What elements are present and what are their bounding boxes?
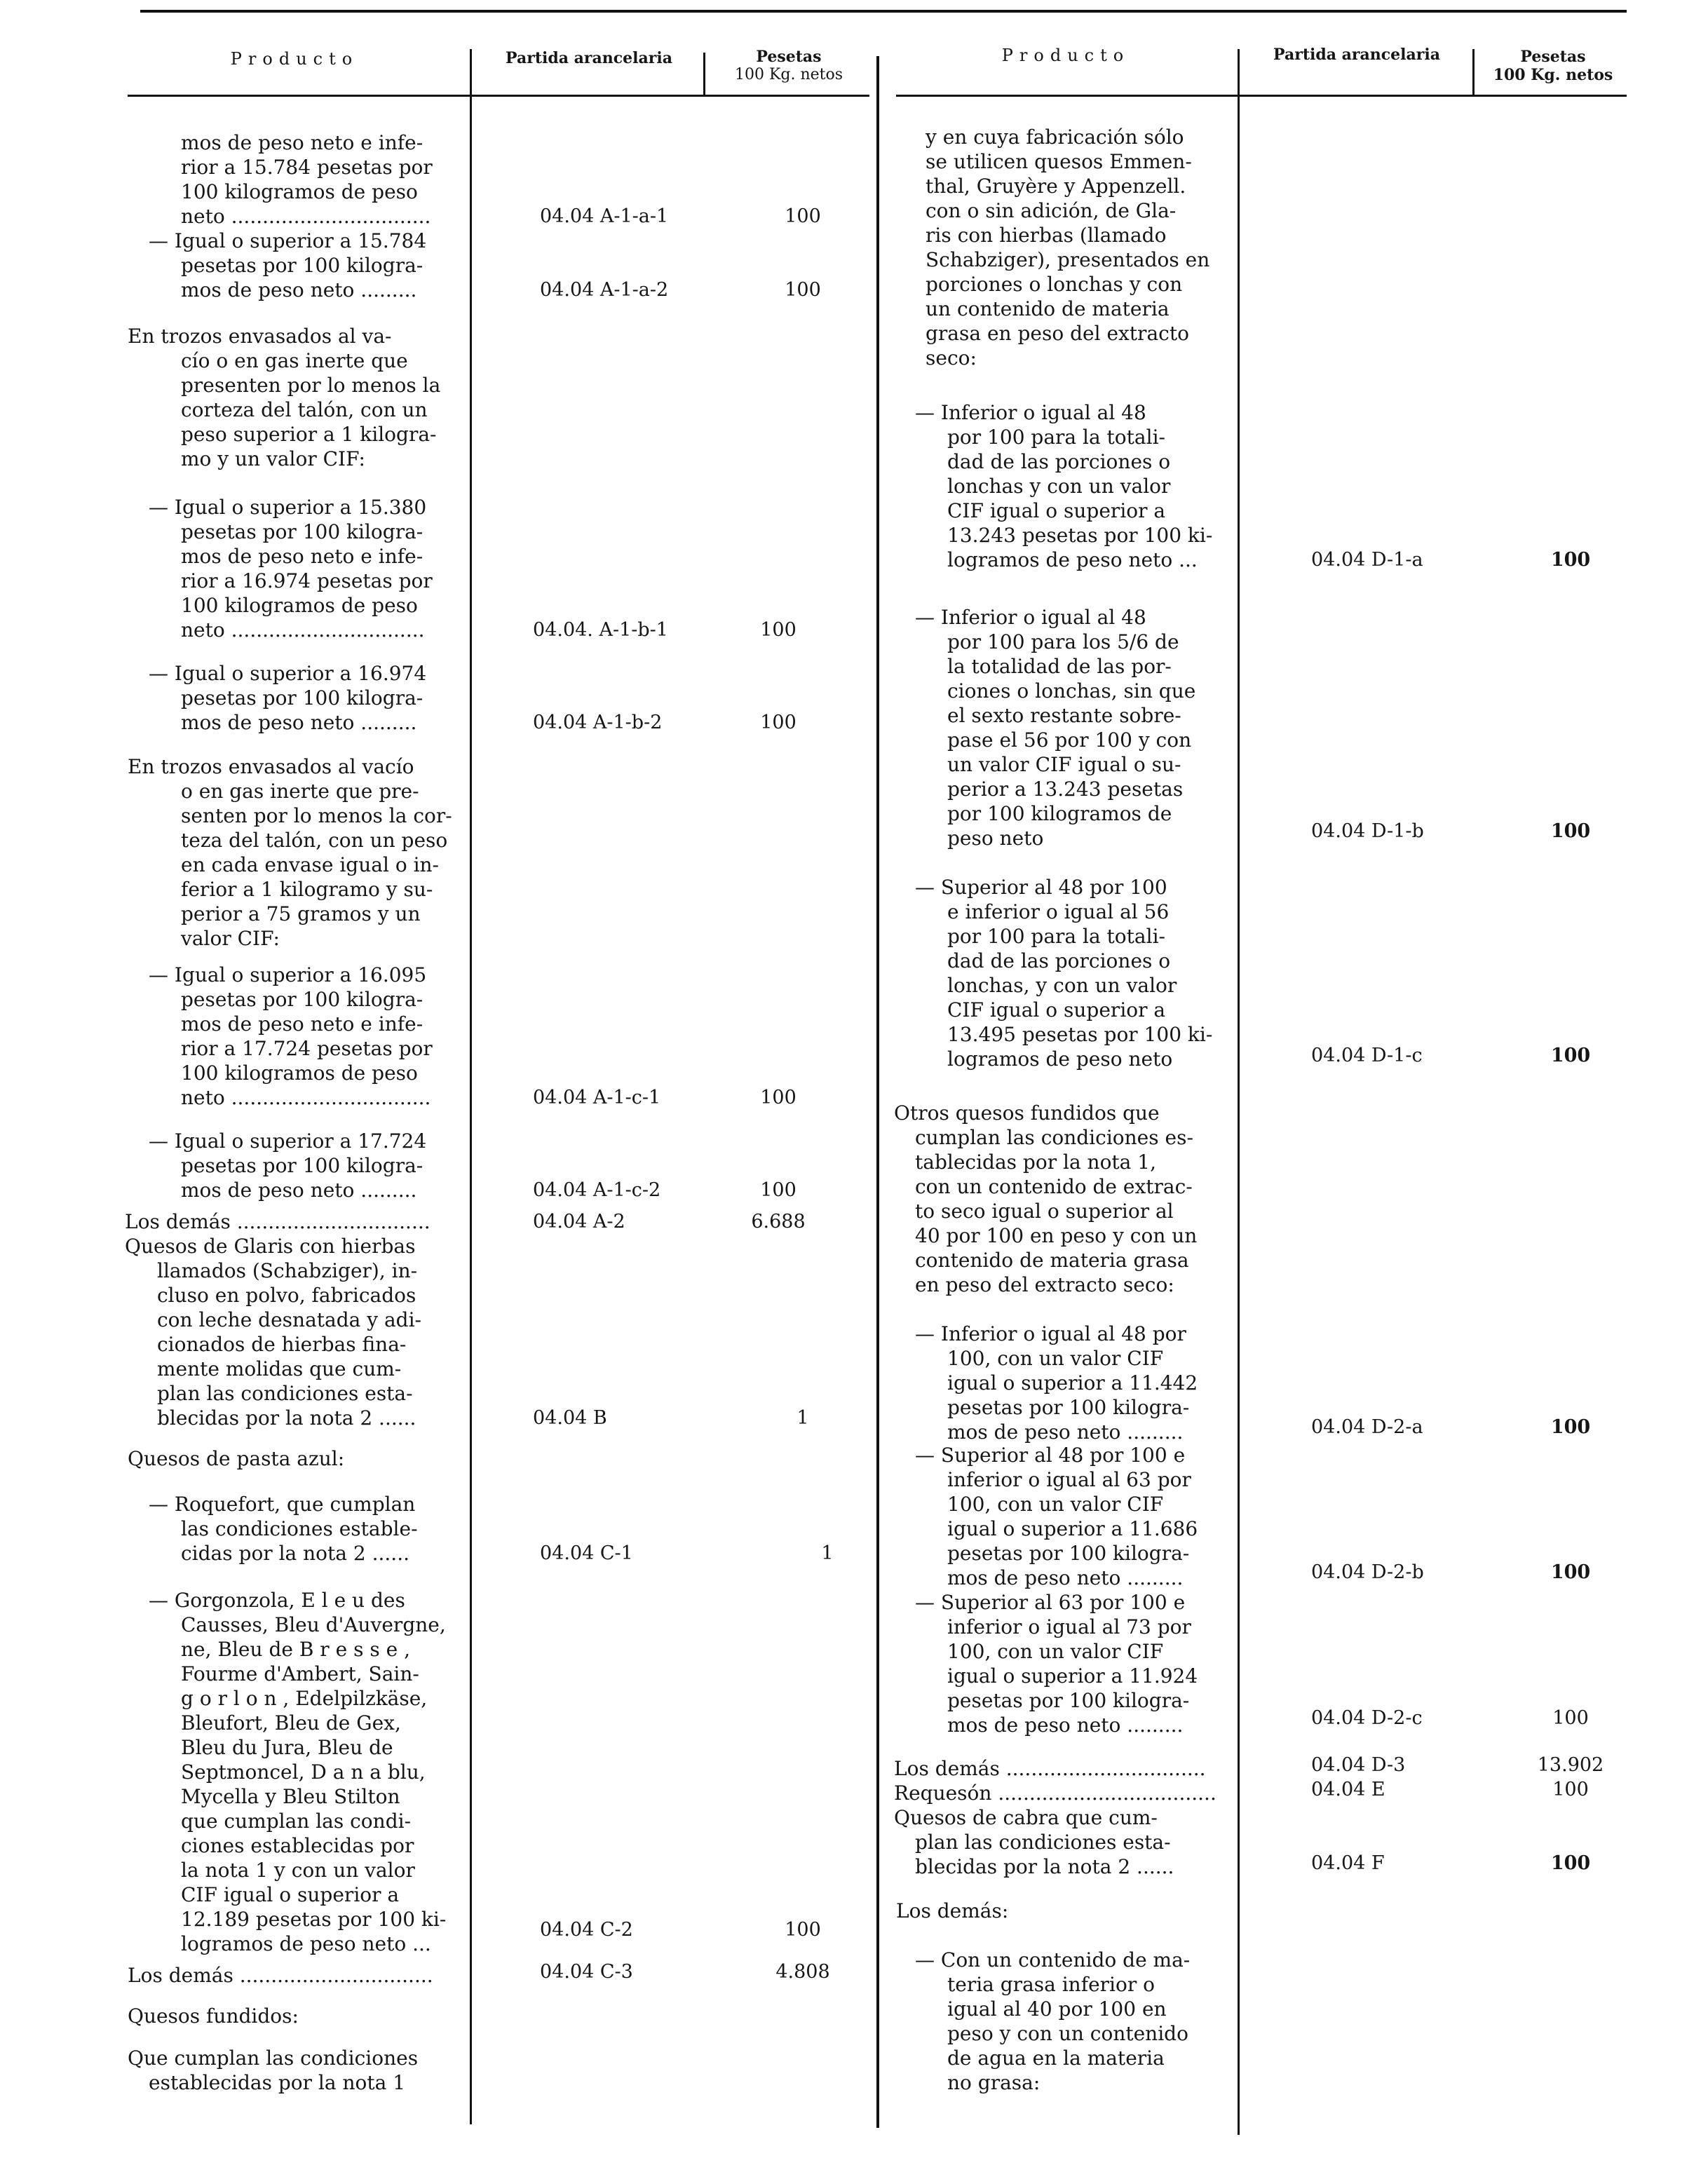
header-partida-right: Partida arancelaria: [1273, 46, 1440, 64]
text-line: igual o superior a 11.442: [947, 1371, 1198, 1394]
text-line: ciones o lonchas, sin que: [947, 679, 1196, 703]
text-line: — Gorgonzola, E l e u des: [149, 1589, 405, 1612]
entry-text: [915, 605, 1195, 850]
entry-text: [149, 229, 426, 302]
text-line: — Superior al 48 por 100: [915, 876, 1167, 899]
entry-text: [894, 1756, 1206, 1781]
entry-text: [125, 1209, 431, 1234]
text-line: mos de peso neto .........: [181, 711, 417, 734]
text-line: Fourme d'Ambert, Sain-: [181, 1662, 419, 1685]
text-line: mos de peso neto .........: [181, 1179, 417, 1202]
text-line: Los demás ................................: [894, 1757, 1206, 1780]
text-line: — Igual o superior a 16.095: [149, 963, 427, 986]
pesetas-value: 1: [821, 1542, 834, 1564]
partida-value: 04.04 E: [1311, 1779, 1385, 1800]
text-line: En trozos envasados al va-: [128, 325, 392, 348]
text-line: Quesos fundidos:: [128, 2004, 299, 2028]
pesetas-value: 100: [1552, 1779, 1589, 1800]
partida-value: 04.04. A-1-b-1: [533, 619, 668, 641]
text-line: cidas por la nota 2 ......: [181, 1542, 409, 1565]
column-divider: [703, 53, 705, 95]
entry-text: [128, 1446, 344, 1471]
entry-text: [149, 1492, 418, 1566]
text-line: por 100 para los 5/6 de: [947, 630, 1179, 653]
text-line: mos de peso neto .........: [947, 1566, 1184, 1589]
entry-text: [926, 125, 1209, 370]
entry-text: [915, 1443, 1198, 1590]
text-line: Otros quesos fundidos que: [894, 1101, 1160, 1125]
text-line: por 100 para la totali-: [947, 925, 1165, 948]
entry-text: [149, 963, 433, 1110]
partida-value: 04.04 C-2: [540, 1919, 633, 1941]
text-line: Quesos de cabra que cum-: [894, 1806, 1158, 1829]
column-divider: [1238, 49, 1240, 2135]
text-line: 13.495 pesetas por 100 ki-: [947, 1023, 1213, 1046]
pesetas-value: 13.902: [1537, 1754, 1604, 1776]
partida-value: 04.04 D-2-b: [1311, 1561, 1424, 1583]
text-line: teza del talón, con un peso: [181, 829, 448, 852]
text-line: mos de peso neto .........: [181, 278, 417, 301]
text-line: con leche desnatada y adi-: [157, 1308, 421, 1331]
text-line: neto ................................: [181, 1086, 431, 1109]
pesetas-value: 100: [785, 1919, 821, 1941]
text-line: las condiciones estable-: [181, 1517, 418, 1540]
entry-text: [149, 1129, 426, 1202]
text-line: pesetas por 100 kilogra-: [181, 254, 423, 277]
text-line: thal, Gruyère y Appenzell.: [926, 175, 1186, 198]
text-line: dad de las porciones o: [947, 450, 1171, 473]
entry-text: [896, 1899, 1008, 1923]
partida-value: 04.04 D-1-c: [1311, 1045, 1423, 1066]
partida-value: 04.04 A-1-c-1: [533, 1087, 661, 1108]
text-line: lonchas, y con un valor: [947, 974, 1177, 997]
text-line: — Igual o superior a 16.974: [149, 662, 427, 685]
text-line: teria grasa inferior o: [947, 1973, 1155, 1996]
text-line: corteza del talón, con un: [181, 398, 428, 421]
partida-value: 04.04 A-1-a-1: [540, 205, 669, 227]
partida-value: 04.04 B: [533, 1407, 607, 1429]
text-line: — Inferior o igual al 48: [915, 401, 1146, 424]
entry-text: [149, 661, 426, 735]
text-line: to seco igual o superior al: [915, 1200, 1174, 1223]
text-line: seco:: [926, 346, 977, 369]
text-line: mos de peso neto e infe-: [181, 131, 423, 154]
text-line: ne, Bleu de B r e s s e ,: [181, 1638, 410, 1661]
text-line: valor CIF:: [181, 927, 280, 950]
text-line: 100, con un valor CIF: [947, 1493, 1164, 1516]
text-line: cionados de hierbas fina-: [157, 1333, 407, 1356]
text-line: blecidas por la nota 2 ......: [915, 1855, 1174, 1878]
header-pesetas-line2: 100 Kg. netos: [734, 66, 843, 83]
entry-text: [149, 1588, 446, 1956]
text-line: Bleu du Jura, Bleu de: [181, 1736, 393, 1759]
text-line: ris con hierbas (llamado: [926, 224, 1167, 247]
text-line: 13.243 pesetas por 100 ki-: [947, 524, 1213, 547]
pesetas-value: 1: [797, 1407, 809, 1429]
text-line: el sexto restante sobre-: [947, 704, 1181, 727]
text-line: la totalidad de las por-: [947, 655, 1172, 678]
text-line: y en cuya fabricación sólo: [926, 125, 1184, 149]
partida-value: 04.04 A-2: [533, 1211, 625, 1233]
text-line: ciones establecidas por: [181, 1834, 414, 1857]
text-line: g o r l o n , Edelpilzkäse,: [181, 1687, 428, 1710]
pesetas-value: 100: [1550, 1561, 1591, 1583]
text-line: logramos de peso neto ...: [181, 1932, 431, 1955]
text-line: con un contenido de extrac-: [915, 1175, 1193, 1198]
partida-value: 04.04 D-2-c: [1311, 1707, 1423, 1729]
text-line: Schabziger), presentados en: [926, 248, 1210, 271]
text-line: peso superior a 1 kilogra-: [181, 423, 437, 446]
text-line: lonchas y con un valor: [947, 475, 1171, 498]
text-line: perior a 13.243 pesetas: [947, 778, 1184, 801]
text-line: CIF igual o superior a: [947, 998, 1166, 1022]
text-line: 100, con un valor CIF: [947, 1640, 1164, 1663]
text-line: mente molidas que cum-: [157, 1357, 402, 1380]
pesetas-value: 100: [785, 279, 821, 301]
entry-text: [915, 1590, 1198, 1737]
entry-text: [128, 1963, 433, 1988]
text-line: Los demás ...............................: [125, 1210, 431, 1233]
partida-value: 04.04 C-1: [540, 1542, 633, 1564]
entry-text: [181, 130, 433, 229]
text-line: logramos de peso neto: [947, 1047, 1173, 1071]
text-line: neto ................................: [181, 205, 431, 228]
text-line: pesetas por 100 kilogra-: [947, 1689, 1190, 1712]
text-line: un contenido de materia: [926, 297, 1170, 320]
text-line: Mycella y Bleu Stilton: [181, 1785, 400, 1808]
entry-text: [915, 1322, 1198, 1444]
header-producto-right: Producto: [1001, 46, 1130, 65]
partida-value: 04.04 D-1-a: [1311, 549, 1423, 571]
header-rule-left: [128, 95, 869, 97]
text-line: — Con un contenido de ma-: [915, 1948, 1191, 1972]
text-line: con o sin adición, de Gla-: [926, 199, 1177, 222]
text-line: pesetas por 100 kilogra-: [181, 1154, 423, 1177]
text-line: — Inferior o igual al 48: [915, 606, 1146, 629]
header-partida-left: Partida arancelaria: [506, 49, 672, 67]
entry-text: [125, 1234, 421, 1430]
text-line: 100 kilogramos de peso: [181, 1061, 418, 1085]
text-line: 40 por 100 en peso y con un: [915, 1224, 1198, 1247]
text-line: CIF igual o superior a: [947, 499, 1166, 522]
text-line: — Superior al 63 por 100 e: [915, 1591, 1186, 1614]
partida-value: 04.04 A-1-c-2: [533, 1179, 661, 1201]
text-line: establecidas por la nota 1: [149, 2071, 406, 2094]
column-divider: [470, 49, 472, 2124]
text-line: rior a 15.784 pesetas por: [181, 156, 433, 179]
entry-text: [128, 2004, 299, 2028]
text-line: Que cumplan las condiciones: [128, 2047, 419, 2070]
pesetas-value: 100: [760, 1087, 797, 1108]
text-line: se utilicen quesos Emmen-: [926, 150, 1192, 173]
text-line: cluso en polvo, fabricados: [157, 1284, 416, 1307]
text-line: igual al 40 por 100 en: [947, 1997, 1167, 2021]
entry-text: [894, 1101, 1197, 1297]
pesetas-value: 100: [760, 1179, 797, 1201]
top-rule: [140, 10, 1627, 13]
header-pesetas-line2: 100 Kg. netos: [1493, 66, 1613, 84]
text-line: 100 kilogramos de peso: [181, 594, 418, 617]
partida-value: 04.04 C-3: [540, 1961, 633, 1983]
text-line: mos de peso neto e infe-: [181, 1012, 423, 1036]
text-line: neto ...............................: [181, 618, 425, 642]
text-line: e inferior o igual al 56: [947, 900, 1170, 923]
text-line: Septmoncel, D a n a blu,: [181, 1760, 426, 1784]
text-line: por 100 kilogramos de: [947, 802, 1172, 825]
entry-text: [915, 875, 1212, 1071]
partida-value: 04.04 A-1-a-2: [540, 279, 669, 301]
partida-value: 04.04 F: [1311, 1852, 1385, 1874]
text-line: — Igual o superior a 15.380: [149, 496, 427, 519]
text-line: inferior o igual al 73 por: [947, 1615, 1191, 1638]
entry-text: [894, 1781, 1216, 1805]
text-line: logramos de peso neto ...: [947, 548, 1198, 571]
entry-text: [128, 754, 452, 951]
text-line: contenido de materia grasa: [915, 1249, 1189, 1272]
text-line: plan las condiciones esta-: [915, 1831, 1171, 1854]
pesetas-value: 100: [760, 619, 797, 641]
text-line: plan las condiciones esta-: [157, 1382, 413, 1405]
text-line: rior a 16.974 pesetas por: [181, 569, 433, 592]
pesetas-value: 100: [1550, 1852, 1591, 1874]
partida-value: 04.04 D-2-a: [1311, 1416, 1423, 1438]
text-line: presenten por lo menos la: [181, 374, 441, 397]
text-line: peso y con un contenido: [947, 2022, 1188, 2045]
text-line: pase el 56 por 100 y con: [947, 728, 1192, 752]
text-line: — Inferior o igual al 48 por: [915, 1322, 1186, 1345]
text-line: — Superior al 48 por 100 e: [915, 1444, 1186, 1467]
text-line: rior a 17.724 pesetas por: [181, 1037, 433, 1060]
entry-text: [894, 1805, 1174, 1879]
text-line: Quesos de Glaris con hierbas: [125, 1235, 416, 1258]
header-pesetas-line1: Pesetas: [1520, 48, 1586, 66]
text-line: peso neto: [947, 827, 1044, 850]
text-line: — Roquefort, que cumplan: [149, 1493, 416, 1516]
text-line: perior a 75 gramos y un: [181, 902, 421, 925]
header-producto-left: Producto: [230, 49, 359, 69]
text-line: cío o en gas inerte que: [181, 349, 408, 372]
partida-value: 04.04 D-3: [1311, 1754, 1406, 1776]
entry-text: [128, 324, 440, 471]
pesetas-value: 100: [785, 205, 821, 227]
text-line: porciones o lonchas y con: [926, 273, 1183, 296]
text-line: o en gas inerte que pre-: [181, 780, 419, 803]
text-line: En trozos envasados al vacío: [128, 755, 414, 778]
pesetas-value: 6.688: [751, 1211, 806, 1233]
text-line: 12.189 pesetas por 100 ki-: [181, 1908, 447, 1931]
pesetas-value: 4.808: [775, 1961, 830, 1983]
entry-text: [128, 2046, 418, 2095]
text-line: pesetas por 100 kilogra-: [181, 988, 423, 1011]
header-pesetas-line1: Pesetas: [756, 48, 822, 66]
text-line: pesetas por 100 kilogra-: [181, 520, 423, 543]
text-line: no grasa:: [947, 2071, 1041, 2094]
header-pesetas-left: [708, 48, 869, 84]
text-line: CIF igual o superior a: [181, 1883, 400, 1906]
text-line: igual o superior a 11.924: [947, 1664, 1198, 1688]
pesetas-value: 100: [1550, 549, 1591, 571]
text-line: en peso del extracto seco:: [915, 1273, 1174, 1296]
text-line: cumplan las condiciones es-: [915, 1126, 1193, 1149]
text-line: de agua en la materia: [947, 2047, 1165, 2070]
text-line: — Igual o superior a 15.784: [149, 229, 427, 252]
column-divider: [1472, 49, 1475, 95]
pesetas-value: 100: [1550, 1416, 1591, 1438]
text-line: pesetas por 100 kilogra-: [947, 1542, 1190, 1565]
text-line: senten por lo menos la cor-: [181, 804, 452, 827]
text-line: que cumplan las condi-: [181, 1810, 412, 1833]
header-pesetas-right: [1476, 48, 1630, 84]
text-line: Los demás:: [896, 1899, 1009, 1922]
pesetas-value: 100: [1552, 1707, 1589, 1729]
text-line: tablecidas por la nota 1,: [915, 1151, 1156, 1174]
text-line: igual o superior a 11.686: [947, 1517, 1198, 1540]
text-line: mos de peso neto .........: [947, 1420, 1184, 1444]
text-line: 100 kilogramos de peso: [181, 180, 418, 203]
text-line: llamados (Schabziger), in-: [157, 1259, 418, 1282]
text-line: Bleufort, Bleu de Gex,: [181, 1711, 401, 1735]
text-line: — Igual o superior a 17.724: [149, 1129, 427, 1153]
partida-value: 04.04 A-1-b-2: [533, 712, 663, 733]
text-line: inferior o igual al 63 por: [947, 1468, 1191, 1491]
text-line: Causses, Bleu d'Auvergne,: [181, 1613, 446, 1636]
text-line: mos de peso neto e infe-: [181, 545, 423, 568]
entry-text: [915, 1948, 1190, 2095]
text-line: ferior a 1 kilogramo y su-: [181, 878, 433, 901]
entry-text: [915, 400, 1212, 572]
text-line: un valor CIF igual o su-: [947, 753, 1181, 776]
header-rule-right: [896, 95, 1627, 97]
text-line: Requesón ...................................: [894, 1782, 1216, 1805]
text-line: Los demás ...............................: [128, 1964, 433, 1987]
text-line: por 100 para la totali-: [947, 426, 1165, 449]
text-line: pesetas por 100 kilogra-: [181, 686, 423, 710]
partida-value: 04.04 D-1-b: [1311, 820, 1424, 842]
text-line: mo y un valor CIF:: [181, 447, 365, 470]
text-line: grasa en peso del extracto: [926, 322, 1189, 345]
text-line: dad de las porciones o: [947, 949, 1171, 972]
pesetas-value: 100: [1550, 1045, 1591, 1066]
text-line: pesetas por 100 kilogra-: [947, 1396, 1190, 1419]
entry-text: [149, 495, 433, 642]
pesetas-value: 100: [760, 712, 797, 733]
text-line: blecidas por la nota 2 ......: [157, 1406, 416, 1430]
text-line: en cada envase igual o in-: [181, 853, 440, 876]
pesetas-value: 100: [1550, 820, 1591, 842]
text-line: 100, con un valor CIF: [947, 1347, 1164, 1370]
text-line: Quesos de pasta azul:: [128, 1447, 345, 1470]
text-line: mos de peso neto .........: [947, 1713, 1184, 1737]
text-line: la nota 1 y con un valor: [181, 1859, 415, 1882]
column-divider: [876, 56, 879, 2128]
